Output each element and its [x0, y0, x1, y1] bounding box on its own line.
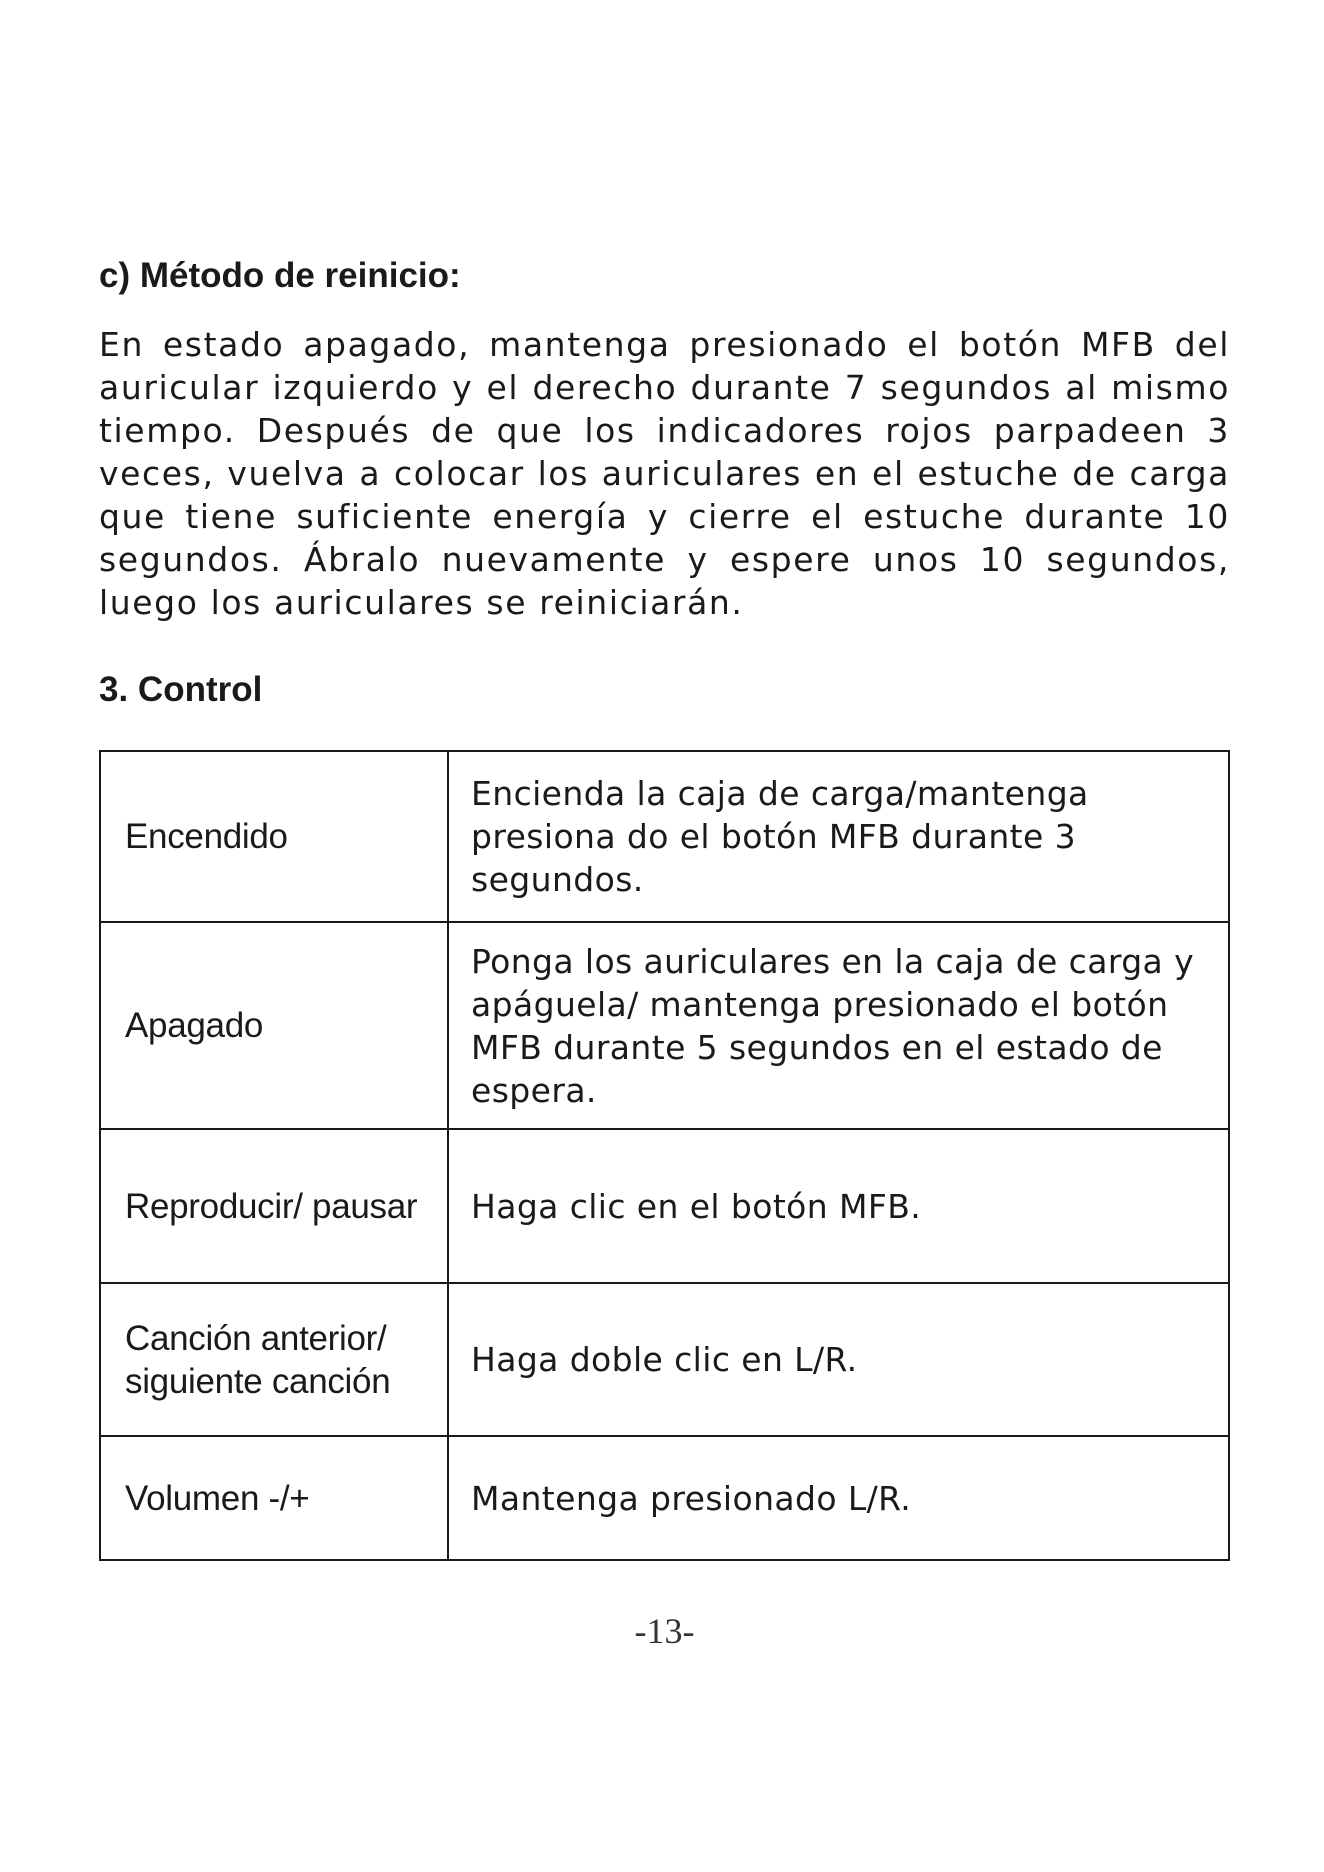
table-row: [100, 922, 1229, 1129]
table-row: [100, 1283, 1229, 1436]
control-action-cell: Encendido: [100, 751, 448, 922]
control-description-cell: Haga doble clic en L/R.: [448, 1283, 1229, 1436]
reset-method-heading: c) Método de reinicio:: [99, 256, 461, 295]
control-action-cell: Reproducir/ pausar: [100, 1129, 448, 1283]
table-row: [100, 1436, 1229, 1560]
reset-method-paragraph: En estado apagado, mantenga presionado el botón MFB del auricular izquierdo y el derecho durante 7 segundos al mismo tiempo. Después de que los indicadores rojos parpadeen 3 veces, vuelva a colocar los auriculares en el estuche de carga que tiene suficiente energía y cierre el estuche durante 10 segundos. Ábralo nuevamente y espere unos 10 segundos, luego los auriculares se reiniciarán.: [99, 325, 1230, 622]
control-table: [99, 750, 1230, 1561]
control-action-cell: Canción anterior/ siguiente canción: [100, 1283, 448, 1436]
control-heading: 3. Control: [99, 670, 263, 709]
page-number: -13-: [634, 1611, 695, 1651]
control-description-cell: Haga clic en el botón MFB.: [448, 1129, 1229, 1283]
table-row: [100, 751, 1229, 922]
table-row: [100, 1129, 1229, 1283]
control-description-cell: Mantenga presionado L/R.: [448, 1436, 1229, 1560]
manual-page: [99, 0, 1230, 1872]
control-description-cell: Ponga los auriculares en la caja de carga y apáguela/ mantenga presionado el botón MFB durante 5 segundos en el estado de espera.: [448, 922, 1229, 1129]
control-description-cell: Encienda la caja de carga/mantenga presiona do el botón MFB durante 3 segundos.: [448, 751, 1229, 922]
control-action-cell: Volumen -/+: [100, 1436, 448, 1560]
control-action-cell: Apagado: [100, 922, 448, 1129]
